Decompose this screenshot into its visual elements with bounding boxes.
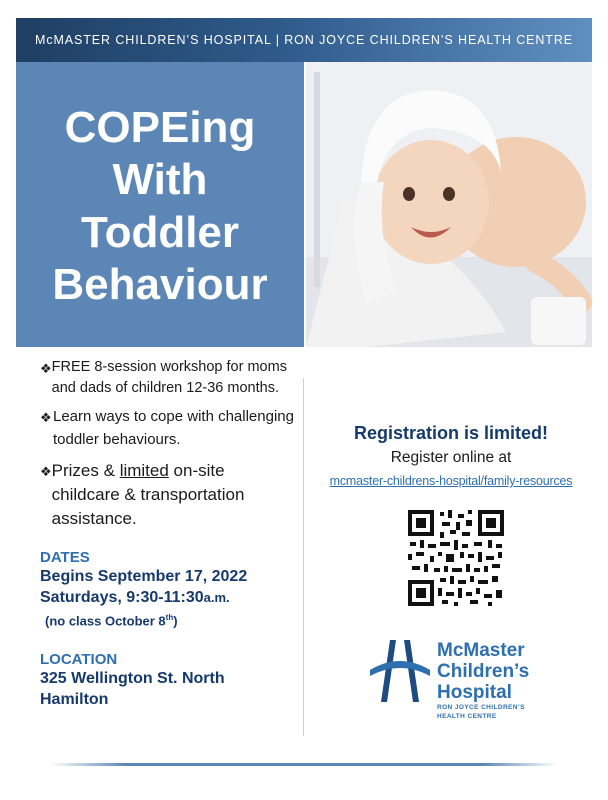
registration-block	[310, 420, 592, 492]
logo-line-hospital: Hospital	[437, 682, 512, 703]
mcmaster-logo-icon	[370, 640, 430, 702]
location-city: Hamilton	[40, 691, 109, 709]
prizes-text-end: on-site childcare & transportation assistance.	[51, 461, 245, 528]
title-line-1: COPEing	[64, 102, 256, 152]
schedule-suffix: a.m.	[203, 590, 230, 605]
limited-underlined-text: limited	[119, 461, 169, 480]
note-superscript: th	[165, 613, 174, 622]
qr-code-icon	[408, 510, 504, 606]
bullet-item-workshop	[40, 357, 295, 399]
note-text: (no class October 8	[45, 613, 166, 629]
header-text: McMASTER CHILDREN’S HOSPITAL | RON JOYCE CHILDREN’S HEALTH CENTRE	[35, 33, 573, 47]
bullet-item-prizes	[40, 459, 295, 531]
bullet-item-learn	[40, 406, 295, 451]
title-panel	[16, 62, 304, 347]
qr-code[interactable]	[408, 510, 504, 606]
dates-note	[40, 608, 295, 631]
location-address: 325 Wellington St. North	[40, 670, 225, 688]
hospital-logo-text	[437, 640, 529, 721]
registration-subtitle: Register online at	[390, 449, 512, 466]
column-divider	[303, 378, 304, 736]
location-heading: LOCATION	[40, 651, 118, 669]
bullet-text-prizes	[52, 459, 295, 531]
logo-line-childrens: Children’s	[437, 661, 530, 682]
dates-start: Begins September 17, 2022	[40, 568, 248, 585]
baby-photo	[306, 62, 592, 347]
title-line-4: Behaviour	[52, 259, 268, 309]
diamond-bullet-icon: ❖	[40, 410, 52, 425]
title-line-2: With	[112, 155, 208, 205]
logo-line-ron-joyce: RON JOYCE CHILDREN’S	[437, 704, 525, 711]
footer-divider	[50, 763, 558, 766]
bullet-text-learn: Learn ways to cope with challenging toddler behaviours.	[52, 408, 294, 448]
logo-arch-icon	[370, 640, 430, 702]
diamond-bullet-icon: ❖	[40, 361, 52, 376]
logo-line-mcmaster: McMaster	[437, 640, 525, 661]
schedule-time: Saturdays, 9:30-11:30	[40, 589, 204, 606]
registration-link[interactable]: mcmaster-childrens-hospital/family-resources	[329, 474, 573, 488]
logo-line-health-centre: HEALTH CENTRE	[437, 713, 497, 720]
header-banner	[16, 18, 592, 62]
title-line-3: Toddler	[80, 207, 240, 257]
bullet-text-workshop: FREE 8-session workshop for moms and dads of children 12-36 months.	[51, 359, 287, 396]
note-close: )	[173, 613, 178, 629]
details-column	[40, 357, 295, 710]
dates-schedule	[40, 587, 295, 608]
baby-illustration	[306, 62, 592, 347]
prizes-text-start: Prizes &	[51, 461, 120, 480]
registration-title: Registration is limited!	[353, 423, 549, 443]
page-title	[52, 98, 267, 311]
dates-heading: DATES	[40, 549, 90, 566]
diamond-bullet-icon: ❖	[40, 464, 52, 479]
